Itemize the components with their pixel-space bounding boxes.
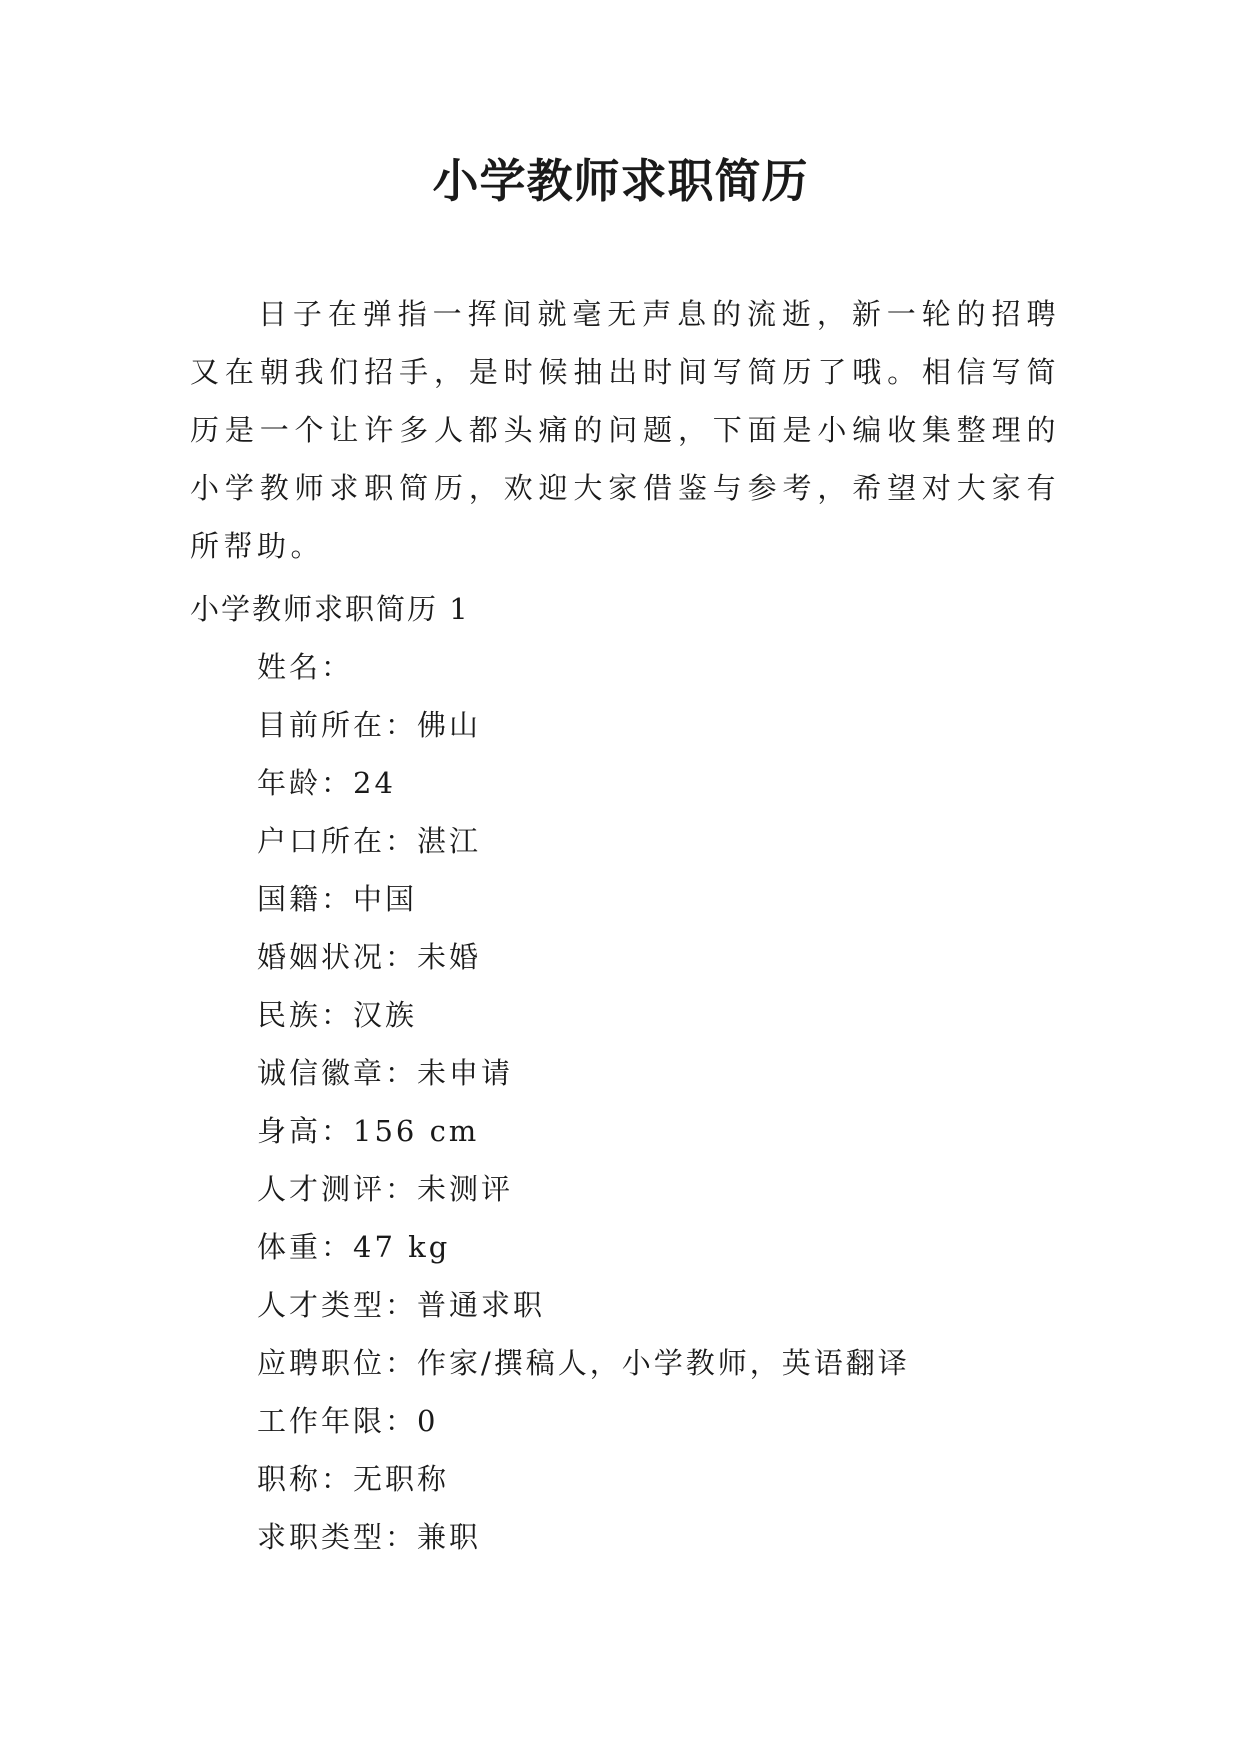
field-job-type: 求职类型：兼职 bbox=[257, 1520, 482, 1554]
field-nationality: 国籍：中国 bbox=[257, 882, 418, 916]
field-name: 姓名： bbox=[257, 650, 354, 684]
field-talent-type: 人才类型：普通求职 bbox=[257, 1288, 546, 1322]
field-professional-title: 职称：无职称 bbox=[257, 1462, 450, 1496]
field-current-location: 目前所在：佛山 bbox=[257, 708, 482, 742]
field-weight: 体重：47 kg bbox=[257, 1230, 451, 1264]
field-talent-assessment: 人才测评：未测评 bbox=[257, 1172, 514, 1206]
field-integrity-badge: 诚信徽章：未申请 bbox=[257, 1056, 514, 1090]
field-marital-status: 婚姻状况：未婚 bbox=[257, 940, 482, 974]
field-ethnicity: 民族：汉族 bbox=[257, 998, 418, 1032]
field-years-of-work: 工作年限：0 bbox=[257, 1404, 439, 1438]
intro-paragraph: 日子在弹指一挥间就毫无声息的流逝，新一轮的招聘又在朝我们招手，是时候抽出时间写简历了哦。相信写简历是一个让许多人都头痛的问题，下面是小编收集整理的小学教师求职简历，欢迎大家借鉴与参考，希望对大家有所帮助。 bbox=[190, 297, 1060, 563]
resume-field-list bbox=[257, 638, 910, 1566]
section-heading: 小学教师求职简历 1 bbox=[190, 592, 470, 626]
field-height: 身高：156 cm bbox=[257, 1114, 480, 1148]
field-age: 年龄：24 bbox=[257, 766, 396, 800]
field-applied-positions: 应聘职位：作家/撰稿人，小学教师，英语翻译 bbox=[257, 1346, 910, 1380]
field-hukou-location: 户口所在：湛江 bbox=[257, 824, 482, 858]
page-title: 小学教师求职简历 bbox=[432, 154, 809, 208]
